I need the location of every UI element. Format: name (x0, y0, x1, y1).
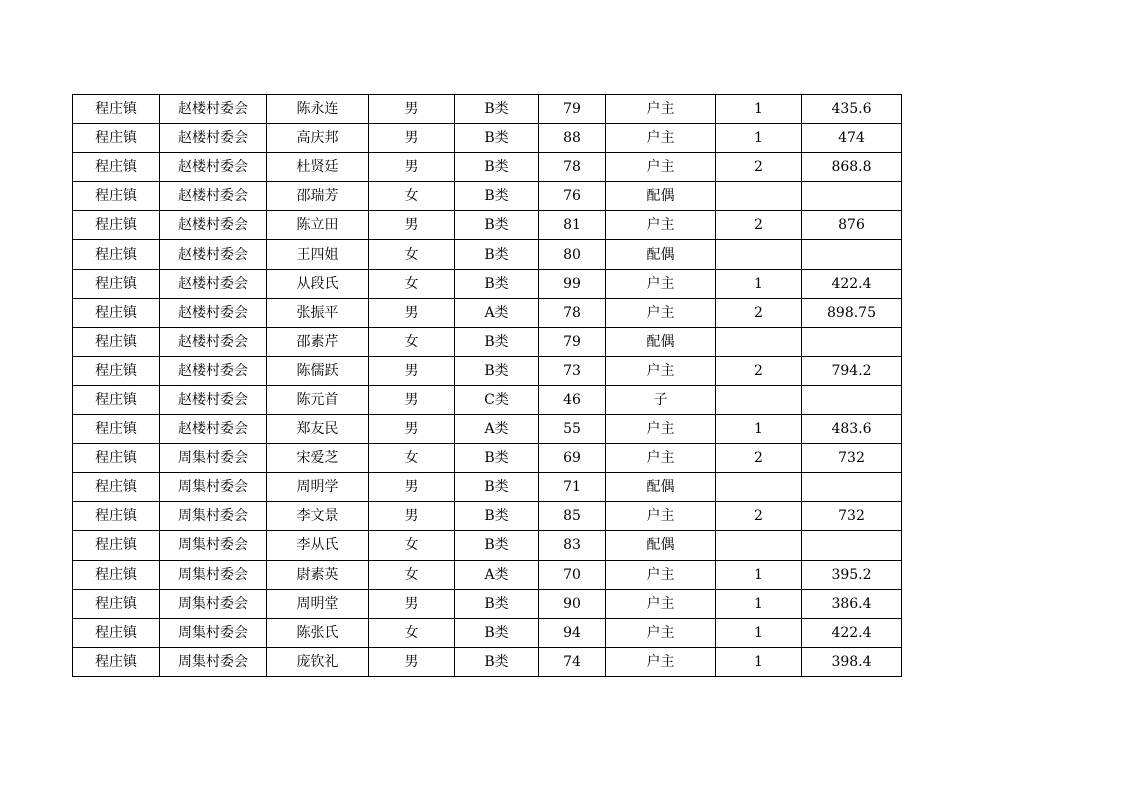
table-row (73, 211, 902, 240)
town-cell: 程庄镇 (73, 269, 160, 298)
name-cell: 从段氏 (267, 269, 369, 298)
village-cell: 赵楼村委会 (160, 269, 267, 298)
amount-cell: 483.6 (802, 415, 902, 444)
relation-cell: 户主 (606, 589, 716, 618)
gender-cell: 女 (369, 269, 455, 298)
age-cell: 80 (539, 240, 606, 269)
household-count-cell: 2 (716, 211, 802, 240)
category-cell: A类 (455, 298, 539, 327)
gender-cell: 女 (369, 444, 455, 473)
gender-cell: 男 (369, 95, 455, 124)
town-cell: 程庄镇 (73, 385, 160, 414)
relation-cell: 配偶 (606, 531, 716, 560)
village-cell: 周集村委会 (160, 589, 267, 618)
village-cell: 赵楼村委会 (160, 298, 267, 327)
town-cell: 程庄镇 (73, 560, 160, 589)
table-body (73, 95, 902, 677)
village-cell: 赵楼村委会 (160, 182, 267, 211)
household-count-cell (716, 385, 802, 414)
name-cell: 周明堂 (267, 589, 369, 618)
age-cell: 94 (539, 618, 606, 647)
name-cell: 陈元首 (267, 385, 369, 414)
name-cell: 王四姐 (267, 240, 369, 269)
household-count-cell: 1 (716, 269, 802, 298)
category-cell: B类 (455, 124, 539, 153)
village-cell: 赵楼村委会 (160, 327, 267, 356)
village-cell: 周集村委会 (160, 473, 267, 502)
table-row (73, 298, 902, 327)
relation-cell: 户主 (606, 298, 716, 327)
category-cell: B类 (455, 269, 539, 298)
relation-cell: 户主 (606, 269, 716, 298)
town-cell: 程庄镇 (73, 618, 160, 647)
gender-cell: 女 (369, 531, 455, 560)
age-cell: 79 (539, 95, 606, 124)
amount-cell: 794.2 (802, 356, 902, 385)
category-cell: B类 (455, 327, 539, 356)
amount-cell: 386.4 (802, 589, 902, 618)
age-cell: 99 (539, 269, 606, 298)
gender-cell: 男 (369, 647, 455, 676)
village-cell: 赵楼村委会 (160, 356, 267, 385)
town-cell: 程庄镇 (73, 211, 160, 240)
household-count-cell: 1 (716, 560, 802, 589)
category-cell: B类 (455, 473, 539, 502)
category-cell: C类 (455, 385, 539, 414)
relation-cell: 户主 (606, 415, 716, 444)
amount-cell: 395.2 (802, 560, 902, 589)
name-cell: 庞钦礼 (267, 647, 369, 676)
table-row (73, 327, 902, 356)
village-cell: 赵楼村委会 (160, 385, 267, 414)
age-cell: 78 (539, 153, 606, 182)
name-cell: 李从氏 (267, 531, 369, 560)
town-cell: 程庄镇 (73, 356, 160, 385)
gender-cell: 男 (369, 415, 455, 444)
village-cell: 赵楼村委会 (160, 415, 267, 444)
gender-cell: 女 (369, 240, 455, 269)
household-count-cell: 1 (716, 95, 802, 124)
gender-cell: 女 (369, 560, 455, 589)
name-cell: 高庆邦 (267, 124, 369, 153)
category-cell: B类 (455, 618, 539, 647)
relation-cell: 户主 (606, 124, 716, 153)
table-row (73, 182, 902, 211)
village-cell: 周集村委会 (160, 531, 267, 560)
gender-cell: 男 (369, 589, 455, 618)
category-cell: B类 (455, 647, 539, 676)
category-cell: B类 (455, 356, 539, 385)
village-cell: 周集村委会 (160, 502, 267, 531)
household-count-cell: 1 (716, 618, 802, 647)
amount-cell: 398.4 (802, 647, 902, 676)
relation-cell: 户主 (606, 647, 716, 676)
household-count-cell: 2 (716, 356, 802, 385)
category-cell: B类 (455, 211, 539, 240)
relation-cell: 户主 (606, 444, 716, 473)
household-count-cell: 1 (716, 647, 802, 676)
village-cell: 赵楼村委会 (160, 240, 267, 269)
town-cell: 程庄镇 (73, 298, 160, 327)
relation-cell: 户主 (606, 211, 716, 240)
gender-cell: 男 (369, 211, 455, 240)
table-row (73, 502, 902, 531)
table-row (73, 415, 902, 444)
name-cell: 宋爱芝 (267, 444, 369, 473)
name-cell: 陈张氏 (267, 618, 369, 647)
town-cell: 程庄镇 (73, 502, 160, 531)
town-cell: 程庄镇 (73, 124, 160, 153)
age-cell: 90 (539, 589, 606, 618)
name-cell: 李文景 (267, 502, 369, 531)
name-cell: 邵瑞芳 (267, 182, 369, 211)
age-cell: 55 (539, 415, 606, 444)
relation-cell: 户主 (606, 95, 716, 124)
gender-cell: 女 (369, 327, 455, 356)
category-cell: B类 (455, 531, 539, 560)
age-cell: 81 (539, 211, 606, 240)
household-count-cell (716, 182, 802, 211)
gender-cell: 男 (369, 385, 455, 414)
household-count-cell: 2 (716, 153, 802, 182)
category-cell: A类 (455, 415, 539, 444)
table-row (73, 589, 902, 618)
amount-cell (802, 473, 902, 502)
age-cell: 83 (539, 531, 606, 560)
relation-cell: 户主 (606, 560, 716, 589)
amount-cell: 474 (802, 124, 902, 153)
age-cell: 79 (539, 327, 606, 356)
age-cell: 74 (539, 647, 606, 676)
village-cell: 赵楼村委会 (160, 211, 267, 240)
table-row (73, 560, 902, 589)
amount-cell: 732 (802, 502, 902, 531)
amount-cell: 868.8 (802, 153, 902, 182)
village-cell: 赵楼村委会 (160, 95, 267, 124)
gender-cell: 男 (369, 153, 455, 182)
town-cell: 程庄镇 (73, 473, 160, 502)
town-cell: 程庄镇 (73, 327, 160, 356)
amount-cell: 732 (802, 444, 902, 473)
household-count-cell (716, 473, 802, 502)
gender-cell: 女 (369, 182, 455, 211)
town-cell: 程庄镇 (73, 182, 160, 211)
village-cell: 赵楼村委会 (160, 153, 267, 182)
town-cell: 程庄镇 (73, 153, 160, 182)
village-cell: 周集村委会 (160, 560, 267, 589)
age-cell: 71 (539, 473, 606, 502)
category-cell: B类 (455, 240, 539, 269)
table-row (73, 269, 902, 298)
name-cell: 张振平 (267, 298, 369, 327)
table-row (73, 385, 902, 414)
category-cell: A类 (455, 560, 539, 589)
town-cell: 程庄镇 (73, 647, 160, 676)
category-cell: B类 (455, 182, 539, 211)
table-row (73, 356, 902, 385)
household-count-cell (716, 327, 802, 356)
household-count-cell (716, 240, 802, 269)
town-cell: 程庄镇 (73, 95, 160, 124)
village-cell: 赵楼村委会 (160, 124, 267, 153)
town-cell: 程庄镇 (73, 589, 160, 618)
age-cell: 88 (539, 124, 606, 153)
village-cell: 周集村委会 (160, 444, 267, 473)
table-row (73, 618, 902, 647)
gender-cell: 男 (369, 356, 455, 385)
relation-cell: 配偶 (606, 182, 716, 211)
household-count-cell: 2 (716, 444, 802, 473)
name-cell: 杜贤廷 (267, 153, 369, 182)
household-count-cell: 2 (716, 298, 802, 327)
age-cell: 85 (539, 502, 606, 531)
amount-cell (802, 240, 902, 269)
amount-cell: 422.4 (802, 269, 902, 298)
category-cell: B类 (455, 153, 539, 182)
name-cell: 郑友民 (267, 415, 369, 444)
age-cell: 70 (539, 560, 606, 589)
amount-cell (802, 385, 902, 414)
household-count-cell (716, 531, 802, 560)
household-count-cell: 1 (716, 124, 802, 153)
category-cell: B类 (455, 502, 539, 531)
relation-cell: 子 (606, 385, 716, 414)
relation-cell: 配偶 (606, 240, 716, 269)
town-cell: 程庄镇 (73, 240, 160, 269)
relation-cell: 户主 (606, 502, 716, 531)
name-cell: 陈儒跃 (267, 356, 369, 385)
amount-cell: 876 (802, 211, 902, 240)
name-cell: 周明学 (267, 473, 369, 502)
table-row (73, 444, 902, 473)
table-row (73, 124, 902, 153)
relation-cell: 户主 (606, 356, 716, 385)
gender-cell: 女 (369, 618, 455, 647)
name-cell: 陈立田 (267, 211, 369, 240)
data-table (72, 94, 902, 677)
table-row (73, 647, 902, 676)
relation-cell: 户主 (606, 618, 716, 647)
table-row (73, 95, 902, 124)
table-row (73, 531, 902, 560)
amount-cell (802, 531, 902, 560)
household-count-cell: 2 (716, 502, 802, 531)
table-row (73, 153, 902, 182)
relation-cell: 配偶 (606, 473, 716, 502)
household-count-cell: 1 (716, 589, 802, 618)
amount-cell (802, 182, 902, 211)
name-cell: 邵素芹 (267, 327, 369, 356)
category-cell: B类 (455, 589, 539, 618)
table-row (73, 240, 902, 269)
gender-cell: 男 (369, 473, 455, 502)
town-cell: 程庄镇 (73, 531, 160, 560)
amount-cell: 898.75 (802, 298, 902, 327)
village-cell: 周集村委会 (160, 647, 267, 676)
category-cell: B类 (455, 444, 539, 473)
village-cell: 周集村委会 (160, 618, 267, 647)
town-cell: 程庄镇 (73, 415, 160, 444)
household-count-cell: 1 (716, 415, 802, 444)
amount-cell: 435.6 (802, 95, 902, 124)
town-cell: 程庄镇 (73, 444, 160, 473)
age-cell: 46 (539, 385, 606, 414)
age-cell: 69 (539, 444, 606, 473)
age-cell: 76 (539, 182, 606, 211)
gender-cell: 男 (369, 298, 455, 327)
name-cell: 陈永连 (267, 95, 369, 124)
gender-cell: 男 (369, 502, 455, 531)
relation-cell: 户主 (606, 153, 716, 182)
age-cell: 78 (539, 298, 606, 327)
table-row (73, 473, 902, 502)
relation-cell: 配偶 (606, 327, 716, 356)
gender-cell: 男 (369, 124, 455, 153)
category-cell: B类 (455, 95, 539, 124)
age-cell: 73 (539, 356, 606, 385)
name-cell: 尉素英 (267, 560, 369, 589)
amount-cell (802, 327, 902, 356)
amount-cell: 422.4 (802, 618, 902, 647)
